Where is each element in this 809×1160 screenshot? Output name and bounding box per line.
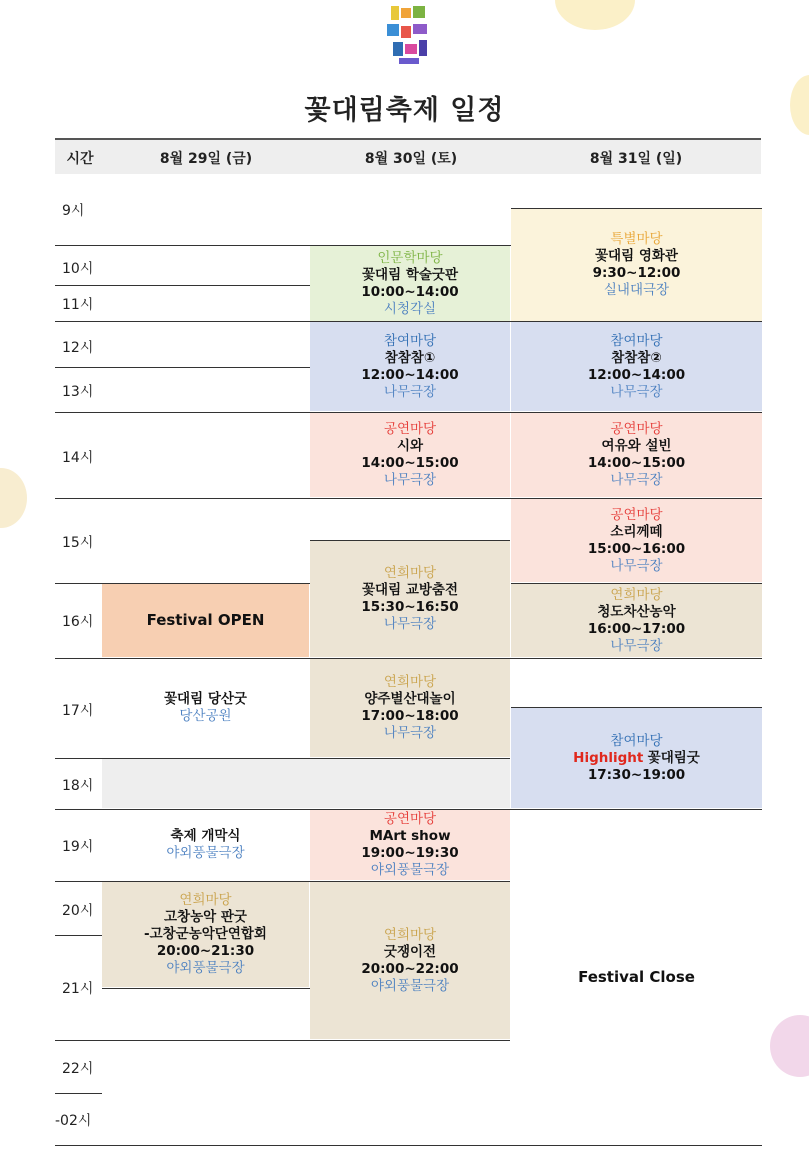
grid-line [55,285,310,286]
event-d3-play1: 연희마당 청도차산농악 16:00~17:00 나무극장 [511,584,762,657]
grid-line [102,988,310,989]
time-label: 13시 [62,384,94,400]
time-label: 14시 [62,450,94,466]
event-d3-perform2: 공연마당 소리께떼 15:00~16:00 나무극장 [511,499,762,582]
time-label: 11시 [62,297,94,313]
flower-decoration [0,468,27,528]
event-d3-close: Festival Close [578,968,695,986]
grid-line [55,1093,102,1094]
grid-line [55,758,510,759]
grid-line [55,498,762,499]
grid-line [55,245,511,246]
grid-line [511,583,762,584]
event-d1-opening: 축제 개막식 야외풍물극장 [166,828,245,861]
time-label: 12시 [62,340,94,356]
flower-decoration [555,0,635,30]
event-d2-humanities: 인문학마당 꽃대림 학술굿판 10:00~14:00 시청각실 [310,246,510,321]
event-d2-play1: 연희마당 꽃대림 교방춤전 15:30~16:50 나무극장 [310,541,510,657]
event-d3-perform1: 공연마당 여유와 설빈 14:00~15:00 나무극장 [511,413,762,497]
time-label: -02시 [55,1113,92,1129]
event-d1-dangsan: 꽃대림 당산굿 당산공원 [164,691,247,724]
header-day2: 8월 30일 (토) [364,151,458,167]
page-title: 꽃대림축제 일정 [304,95,505,126]
cleanup-row [102,1041,510,1145]
grid-line [55,1145,762,1146]
event-d2-play2: 연희마당 양주별산대놀이 17:00~18:00 나무극장 [310,659,510,757]
time-label: 20시 [62,903,94,919]
grid-line [55,935,102,936]
grid-line [55,583,310,584]
event-d2-participate: 참여마당 참참참① 12:00~14:00 나무극장 [310,322,510,411]
event-d3-participate: 참여마당 참참참② 12:00~14:00 나무극장 [511,322,762,411]
header-day3: 8월 31일 (일) [589,151,683,167]
schedule-header [55,138,761,174]
time-label: 10시 [62,261,94,277]
time-label: 18시 [62,778,94,794]
grid-line [55,1040,510,1041]
grid-line [511,707,762,708]
flower-decoration [770,1015,809,1077]
event-d2-gut: 연희마당 굿쟁이전 20:00~22:00 야외풍물극장 [310,882,510,1039]
grid-line [511,208,762,209]
event-d1-open: Festival OPEN [102,584,309,657]
grid-line [55,367,310,368]
header-time: 시간 [66,151,94,167]
festival-logo [383,4,435,74]
time-label: 15시 [62,535,94,551]
grid-line [55,412,762,413]
grid-line [310,540,510,541]
time-label: 9시 [62,203,85,219]
event-d1-pangut: 연희마당 고창농악 판굿 -고창군농악단연합회 20:00~21:30 야외풍물극장 [102,882,309,987]
dinner-row [102,759,510,808]
header-day1: 8월 29일 (금) [159,151,253,167]
time-label: 17시 [62,703,94,719]
time-label: 19시 [62,839,94,855]
time-label: 22시 [62,1061,94,1077]
grid-line [55,809,762,810]
time-label: 16시 [62,614,94,630]
event-d3-highlight: 참여마당 Highlight 꽃대림굿 17:30~19:00 [511,708,762,808]
grid-line [55,658,762,659]
grid-line [55,881,510,882]
time-label: 21시 [62,981,94,997]
event-d2-mart: 공연마당 MArt show 19:00~19:30 야외풍물극장 [310,810,510,880]
event-d3-special: 특별마당 꽃대림 영화관 9:30~12:00 실내대극장 [511,208,762,321]
event-d2-perform1: 공연마당 시와 14:00~15:00 나무극장 [310,413,510,497]
grid-line [55,321,762,322]
